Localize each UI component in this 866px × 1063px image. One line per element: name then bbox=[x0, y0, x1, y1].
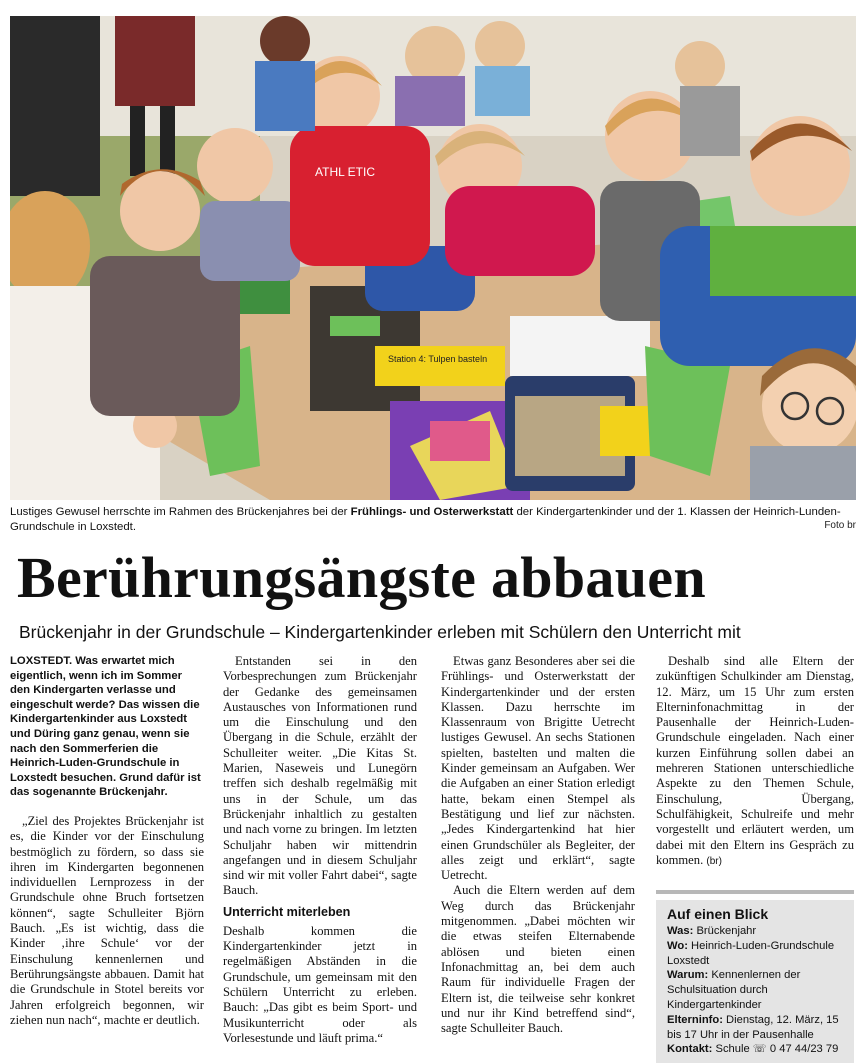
paragraph: Deshalb kommen die Kindergartenkinder jetzt in regelmäßigen Abständen in die Grundschule, um gemeinsam mit den Schülern Unterricht zu erleben. Bauch: „Das gibt es beim Sport- und Musikunterricht oder als Vorlesestunde und läuft prima.“ bbox=[223, 923, 417, 1045]
info-row-wo bbox=[667, 939, 848, 969]
headline: Berührungsängste abbauen bbox=[17, 545, 706, 610]
caption-text-1: Lustiges Gewusel herrschte im Rahmen des Brückenjahres bei der bbox=[10, 506, 351, 518]
info-value: Schule ☏ 0 47 44/23 79 bbox=[715, 1043, 839, 1056]
subheadline: Brückenjahr in der Grundschule – Kindergartenkinder erleben mit Schülern den Unterricht mit bbox=[19, 622, 741, 642]
info-label: Warum: bbox=[667, 969, 709, 982]
info-row-elterninfo bbox=[667, 1013, 848, 1043]
paragraph: Entstanden sei in den Vorbesprechungen zum Brückenjahr der Gedanke des gemeinsamen Austausches von Informationen rund um die Einschulung und den Übergang in die Schule, erzählt der Schulleiter weiter. „Die Kitas St. Marien, Naseweis und Lunegörn treffen sich deshalb regelmäßig mit uns in der Schule, um das Brückenjahr inhaltlich zu gestalten und nach vorne zu bringen. Im letzten Schuljahr haben wir mittendrin angefangen und in diesem Schuljahr sind wir mit voller Fahrt dabei“, sagte Bauch. bbox=[223, 654, 417, 898]
svg-text:ATHL ETIC: ATHL ETIC bbox=[315, 165, 376, 179]
caption-text-2: der Kindergartenkinder und der 1. Klassen der Heinrich-Lunden-Grundschule in Loxstedt. bbox=[10, 506, 841, 533]
photo-credit: Foto br bbox=[824, 520, 856, 531]
info-row-was bbox=[667, 924, 848, 939]
info-label: Wo: bbox=[667, 939, 688, 952]
lead-paragraph: LOXSTEDT. Was erwartet mich eigentlich, wenn ich im Sommer den Kindergarten verlasse und eingeschult werde? Das wissen die Kindergartenkinder aus Loxstedt und Düring ganz genau, wenn sie nach den Sommerferien die Heinrich-Luden-Grundschule in Loxstedt besuchen. Grund dafür ist das sogenannte Brückenjahr. bbox=[10, 655, 201, 799]
author-signature: (br) bbox=[706, 855, 722, 867]
paragraph: „Ziel des Projektes Brückenjahr ist es, die Kinder vor der Einschulung bestmöglich zu fördern, so dass sie ihren im Kindergarten begonnenen individuellen Lernprozess in der Grundschule ohne Bruch fortsetzen können“, sagte Schulleiter Björn Bauch. „Es ist wichtig, dass die Kinder ‚ihre Schule‘ vor der Einschulung kennenlernen und Berührungsängste abbauen. Damit hat die Grundschule in Stotel bereits vor Jahren erfolgreich begonnen, wir ziehen nun nach“, machte er deutlich. bbox=[10, 813, 204, 1027]
info-label: Elterninfo: bbox=[667, 1013, 723, 1026]
info-label: Was: bbox=[667, 925, 694, 937]
info-label: Kontakt: bbox=[667, 1043, 713, 1056]
paragraph-text: Deshalb sind alle Eltern der zukünftigen Schulkinder am Dienstag, 12. März, um 15 Uhr zum ersten Elterninfonachmittag in der Pausenhalle der Heinrich-Luden-Grundschule eingeladen. Nach einer kurzen Einführung sollen dabei an mehreren Stationen unterschiedliche Aspekte zu den Themen Schule, Einschulung, Übergang, Schulfähigkeit, Schulreife und mehr vorgestellt und erläutert werden, um dabei mit den Eltern ins Gespräch zu kommen. bbox=[656, 654, 854, 867]
section-subtitle: Unterricht miterleben bbox=[223, 904, 351, 919]
info-box bbox=[656, 890, 854, 1063]
station-sign bbox=[375, 346, 505, 386]
photo-illustration bbox=[10, 16, 856, 500]
info-row-warum bbox=[667, 968, 848, 1012]
station-sign-text: Station 4: Tulpen basteln bbox=[388, 354, 488, 364]
article-photo bbox=[10, 16, 856, 500]
paragraph: Etwas ganz Besonderes aber sei die Frühlings- und Osterwerkstatt der Kindergartenkinder und der ersten Klassen. Dazu herrschte im Klassenraum von Brigitte Uetrecht lustiges Gewusel. An sechs Stationen spielten, bastelten und malten die Kinder gemeinsam an Aufgaben. Wer die Aufgaben an einer Station erledigt hatte, bekam einen Stempel als Bestätigung und lief zur nächsten. „Jedes Kindergartenkind hat hier einen Grundschüler als Begleiter, der alles zeigt und erklärt“, sagte Uetrecht. bbox=[441, 654, 635, 883]
info-value: Heinrich-Luden-Grundschule Loxstedt bbox=[667, 939, 835, 967]
info-box-content bbox=[656, 900, 854, 1063]
info-value: Brückenjahr bbox=[696, 925, 757, 937]
paragraph bbox=[656, 654, 854, 869]
photo-caption bbox=[10, 505, 856, 535]
article-column-3 bbox=[441, 654, 635, 1036]
info-value: Kennenlernen der Schulsituation durch Kindergartenkinder bbox=[667, 969, 801, 1011]
caption-bold: Frühlings- und Osterwerkstatt bbox=[350, 506, 514, 518]
article-column-4 bbox=[656, 654, 854, 869]
paragraph: Auch die Eltern werden auf dem Weg durch das Brückenjahr mitgenommen. „Dabei möchten wir die etwas steifen Elternabende ablösen und bieten einen Infonachmittag an, bei dem auch Raum für individuelle Fragen der Eltern ist, die teilweise sehr konkret und nur ihr Kind betreffend sind“, sagte Schulleiter Bauch. bbox=[441, 883, 635, 1036]
article-column-2 bbox=[223, 654, 417, 1046]
article-column-1 bbox=[10, 654, 204, 1028]
info-value: Dienstag, 12. März, 15 bis 17 Uhr in der Pausenhalle bbox=[667, 1013, 839, 1041]
info-box-title: Auf einen Blick bbox=[667, 906, 769, 922]
